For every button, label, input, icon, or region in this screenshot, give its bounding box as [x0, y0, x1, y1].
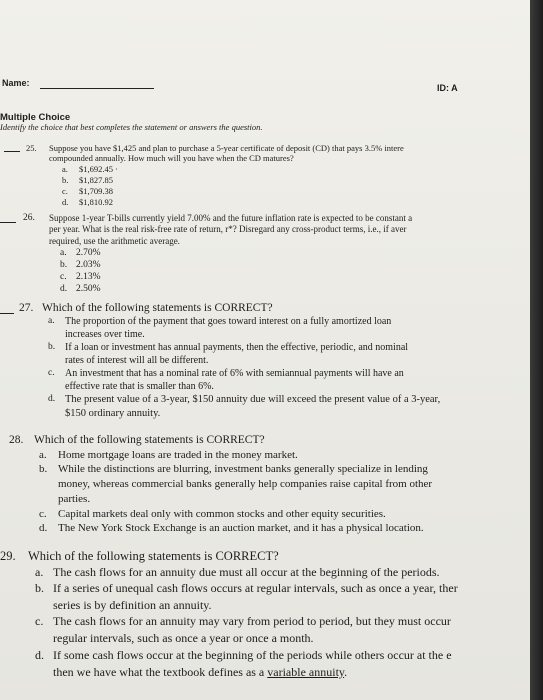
question-stem-line: Suppose 1-year T-bills currently yield 7.00% and the future inflation rate is expected to be constant a	[49, 213, 413, 223]
option-text-line: The cash flows for an annuity due must all occur at the beginning of the periods.	[53, 565, 440, 579]
option-letter: d.	[39, 522, 48, 534]
option-letter: b.	[62, 175, 69, 185]
question-stem-line: required, use the arithmetic average.	[49, 236, 180, 246]
option-text: $1,827.85	[79, 175, 113, 185]
option-letter: d.	[60, 284, 68, 294]
answer-blank	[0, 313, 14, 314]
option-text-line	[53, 665, 347, 680]
page-edge-shadow	[530, 0, 543, 700]
section-instruction: Identify the choice that best completes the statement or answers the question.	[0, 122, 263, 132]
option-letter: d.	[35, 648, 44, 662]
option-text-line: increases over time.	[65, 329, 145, 340]
option-letter: a.	[60, 248, 67, 258]
option-text: 2.03%	[76, 260, 101, 270]
option-letter: a.	[48, 316, 55, 326]
option-text: $1,709.38	[79, 186, 113, 196]
option-text: 2.70%	[76, 248, 101, 258]
question-stem-line: Which of the following statements is CORRECT?	[28, 549, 279, 563]
option-text-line: Home mortgage loans are traded in the money market.	[58, 449, 298, 461]
option-text-line: parties.	[58, 493, 91, 505]
option-text-line: rates of interest will all be different.	[65, 355, 209, 366]
option-text-fragment: .	[344, 665, 348, 679]
option-text-line: The proportion of the payment that goes toward interest on a fully amortized loan	[65, 316, 392, 327]
option-text-line: effective rate that is smaller than 6%.	[65, 381, 214, 392]
option-text-line: If a loan or investment has annual payments, then the effective, periodic, and nominal	[65, 342, 409, 353]
option-text-fragment: then we have what the textbook defines as a	[53, 665, 268, 679]
option-letter: b.	[39, 463, 48, 475]
option-text-line: If a series of unequal cash flows occurs at regular intervals, such as once a year, ther	[53, 581, 458, 595]
option-text-line: $150 ordinary annuity.	[65, 408, 161, 419]
option-text-line: series is by definition an annuity.	[53, 598, 212, 612]
answer-blank	[0, 222, 16, 223]
option-letter: d.	[48, 394, 56, 404]
option-text-line: money, whereas commercial banks generally help companies raise capital from other	[58, 478, 433, 490]
variable-annuity-term: variable annuity	[267, 665, 345, 679]
option-letter: d.	[62, 197, 69, 207]
option-letter: c.	[60, 272, 67, 282]
option-text-line: If some cash flows occur at the beginning of the periods while others occur at the e	[53, 648, 452, 662]
option-letter: b.	[35, 581, 44, 595]
option-text-line: An investment that has a nominal rate of 6% with semiannual payments will have an	[65, 368, 404, 379]
question-stem-line: compounded annually. How much will you have when the CD matures?	[49, 153, 294, 163]
question-stem-line: Which of the following statements is CORRECT?	[42, 302, 273, 314]
option-text: $1,810.92	[79, 197, 113, 207]
section-title: Multiple Choice	[0, 112, 71, 123]
question-number: 29.	[0, 549, 16, 563]
option-letter: c.	[62, 186, 68, 196]
option-letter: b.	[60, 260, 68, 270]
question-number: 28.	[9, 434, 24, 446]
option-text-line: The present value of a 3-year, $150 annuity due will exceed the present value of a 3-year,	[65, 394, 441, 405]
option-text-line: regular intervals, such as once a year or once a month.	[53, 631, 314, 645]
option-text-line: While the distinctions are blurring, investment banks generally specialize in lending	[58, 463, 428, 475]
question-number: 25.	[26, 143, 37, 153]
id-label: ID: A	[437, 83, 458, 93]
option-text: 2.13%	[76, 272, 101, 282]
question-number: 27.	[19, 302, 34, 314]
question-stem-line: Suppose you have $1,425 and plan to purchase a 5-year certificate of deposit (CD) that pays 3.5% intere	[49, 143, 404, 153]
question-stem-line: Which of the following statements is CORRECT?	[34, 434, 265, 446]
option-text-line: Capital markets deal only with common stocks and other equity securities.	[58, 508, 386, 520]
option-letter: a.	[39, 449, 47, 461]
answer-blank	[4, 151, 20, 152]
option-letter: c.	[35, 614, 44, 628]
question-number: 26.	[23, 213, 35, 223]
question-stem-line: per year. What is the real risk-free rate of return, r*? Disregard any cross-product terms, i.e., if aver	[49, 224, 407, 234]
option-text: 2.50%	[76, 284, 101, 294]
option-text: $1,692.45 ·	[79, 164, 118, 174]
option-letter: c.	[39, 508, 47, 520]
option-text-line: The New York Stock Exchange is an auction market, and it has a physical location.	[58, 522, 424, 534]
option-letter: b.	[48, 342, 56, 352]
option-letter: a.	[62, 164, 68, 174]
name-label: Name:	[2, 78, 30, 88]
option-letter: c.	[48, 368, 55, 378]
option-text-line: The cash flows for an annuity may vary from period to period, but they must occur	[53, 614, 451, 628]
option-letter: a.	[35, 565, 44, 579]
name-blank-line	[40, 88, 154, 89]
